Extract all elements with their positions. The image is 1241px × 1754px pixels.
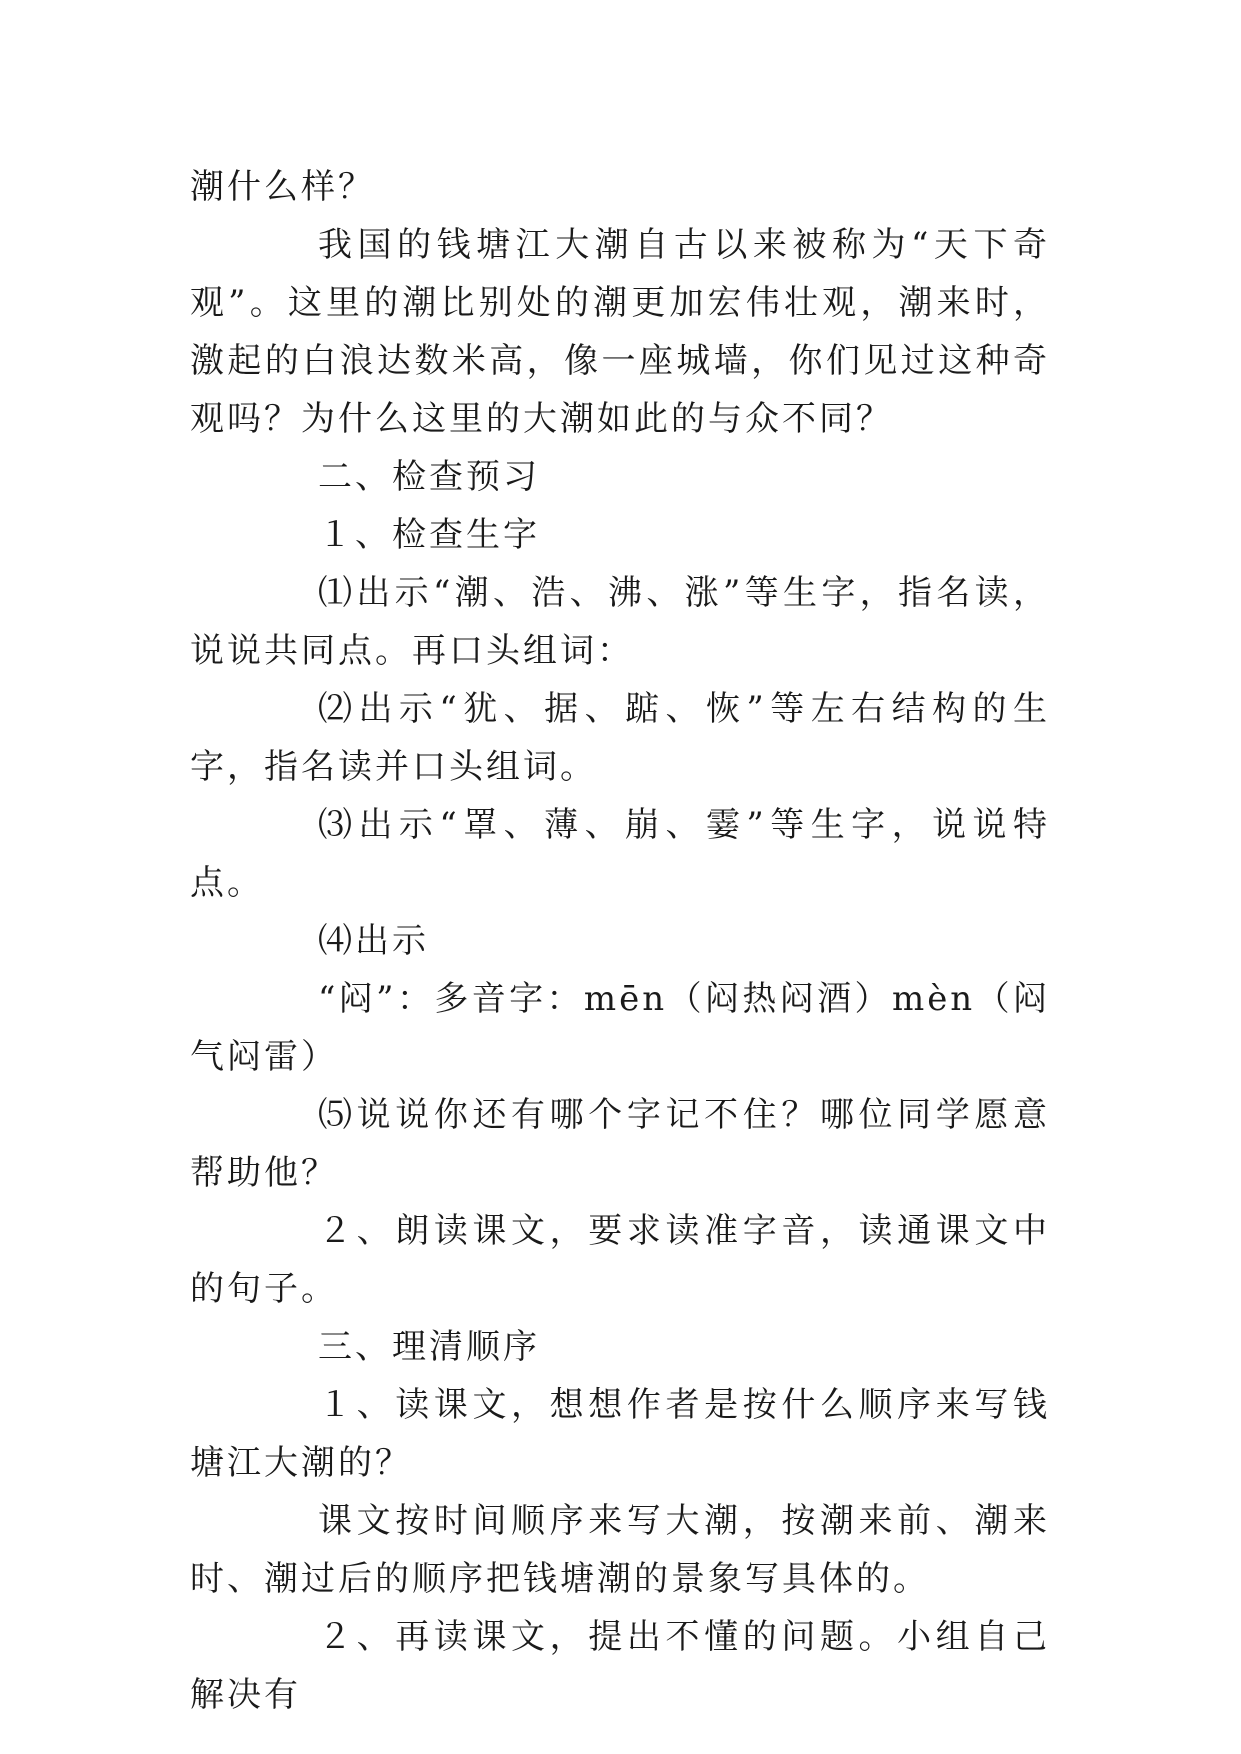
document-page	[190, 158, 1050, 1724]
subheading-check-characters: １、检查生字	[318, 515, 540, 555]
list-item-5: ⑸说说你还有哪个字记不住？哪位同学愿意帮助他？	[190, 1095, 1050, 1193]
reread-step: ２、再读课文，提出不懂的问题。小组自己解决有	[190, 1617, 1050, 1715]
read-aloud-step: ２、朗读课文，要求读准字音，读通课文中的句子。	[190, 1211, 1050, 1309]
polyphone-note: “闷”：多音字：mēn（闷热闷酒）mèn（闷气闷雷）	[190, 979, 1050, 1077]
list-item-4: ⑷出示	[318, 921, 429, 961]
list-item-3: ⑶出示“罩、薄、崩、霎”等生字，说说特点。	[190, 805, 1050, 903]
paragraph-1: 潮什么样？	[190, 167, 375, 207]
list-item-2: ⑵出示“犹、据、踮、恢”等左右结构的生字，指名读并口头组词。	[190, 689, 1050, 787]
section-heading-2: 二、检查预习	[318, 457, 540, 497]
section-heading-3: 三、理清顺序	[318, 1327, 540, 1367]
list-item-1: ⑴出示“潮、浩、沸、涨”等生字，指名读，说说共同点。再口头组词：	[190, 573, 1050, 671]
order-answer: 课文按时间顺序来写大潮，按潮来前、潮来时、潮过后的顺序把钱塘潮的景象写具体的。	[190, 1501, 1050, 1599]
paragraph-2: 我国的钱塘江大潮自古以来被称为“天下奇观”。这里的潮比别处的潮更加宏伟壮观，潮来时，激起的白浪达数米高，像一座城墙，你们见过这种奇观吗？为什么这里的大潮如此的与众不同？	[190, 225, 1050, 439]
order-question: １、读课文，想想作者是按什么顺序来写钱塘江大潮的？	[190, 1385, 1050, 1483]
